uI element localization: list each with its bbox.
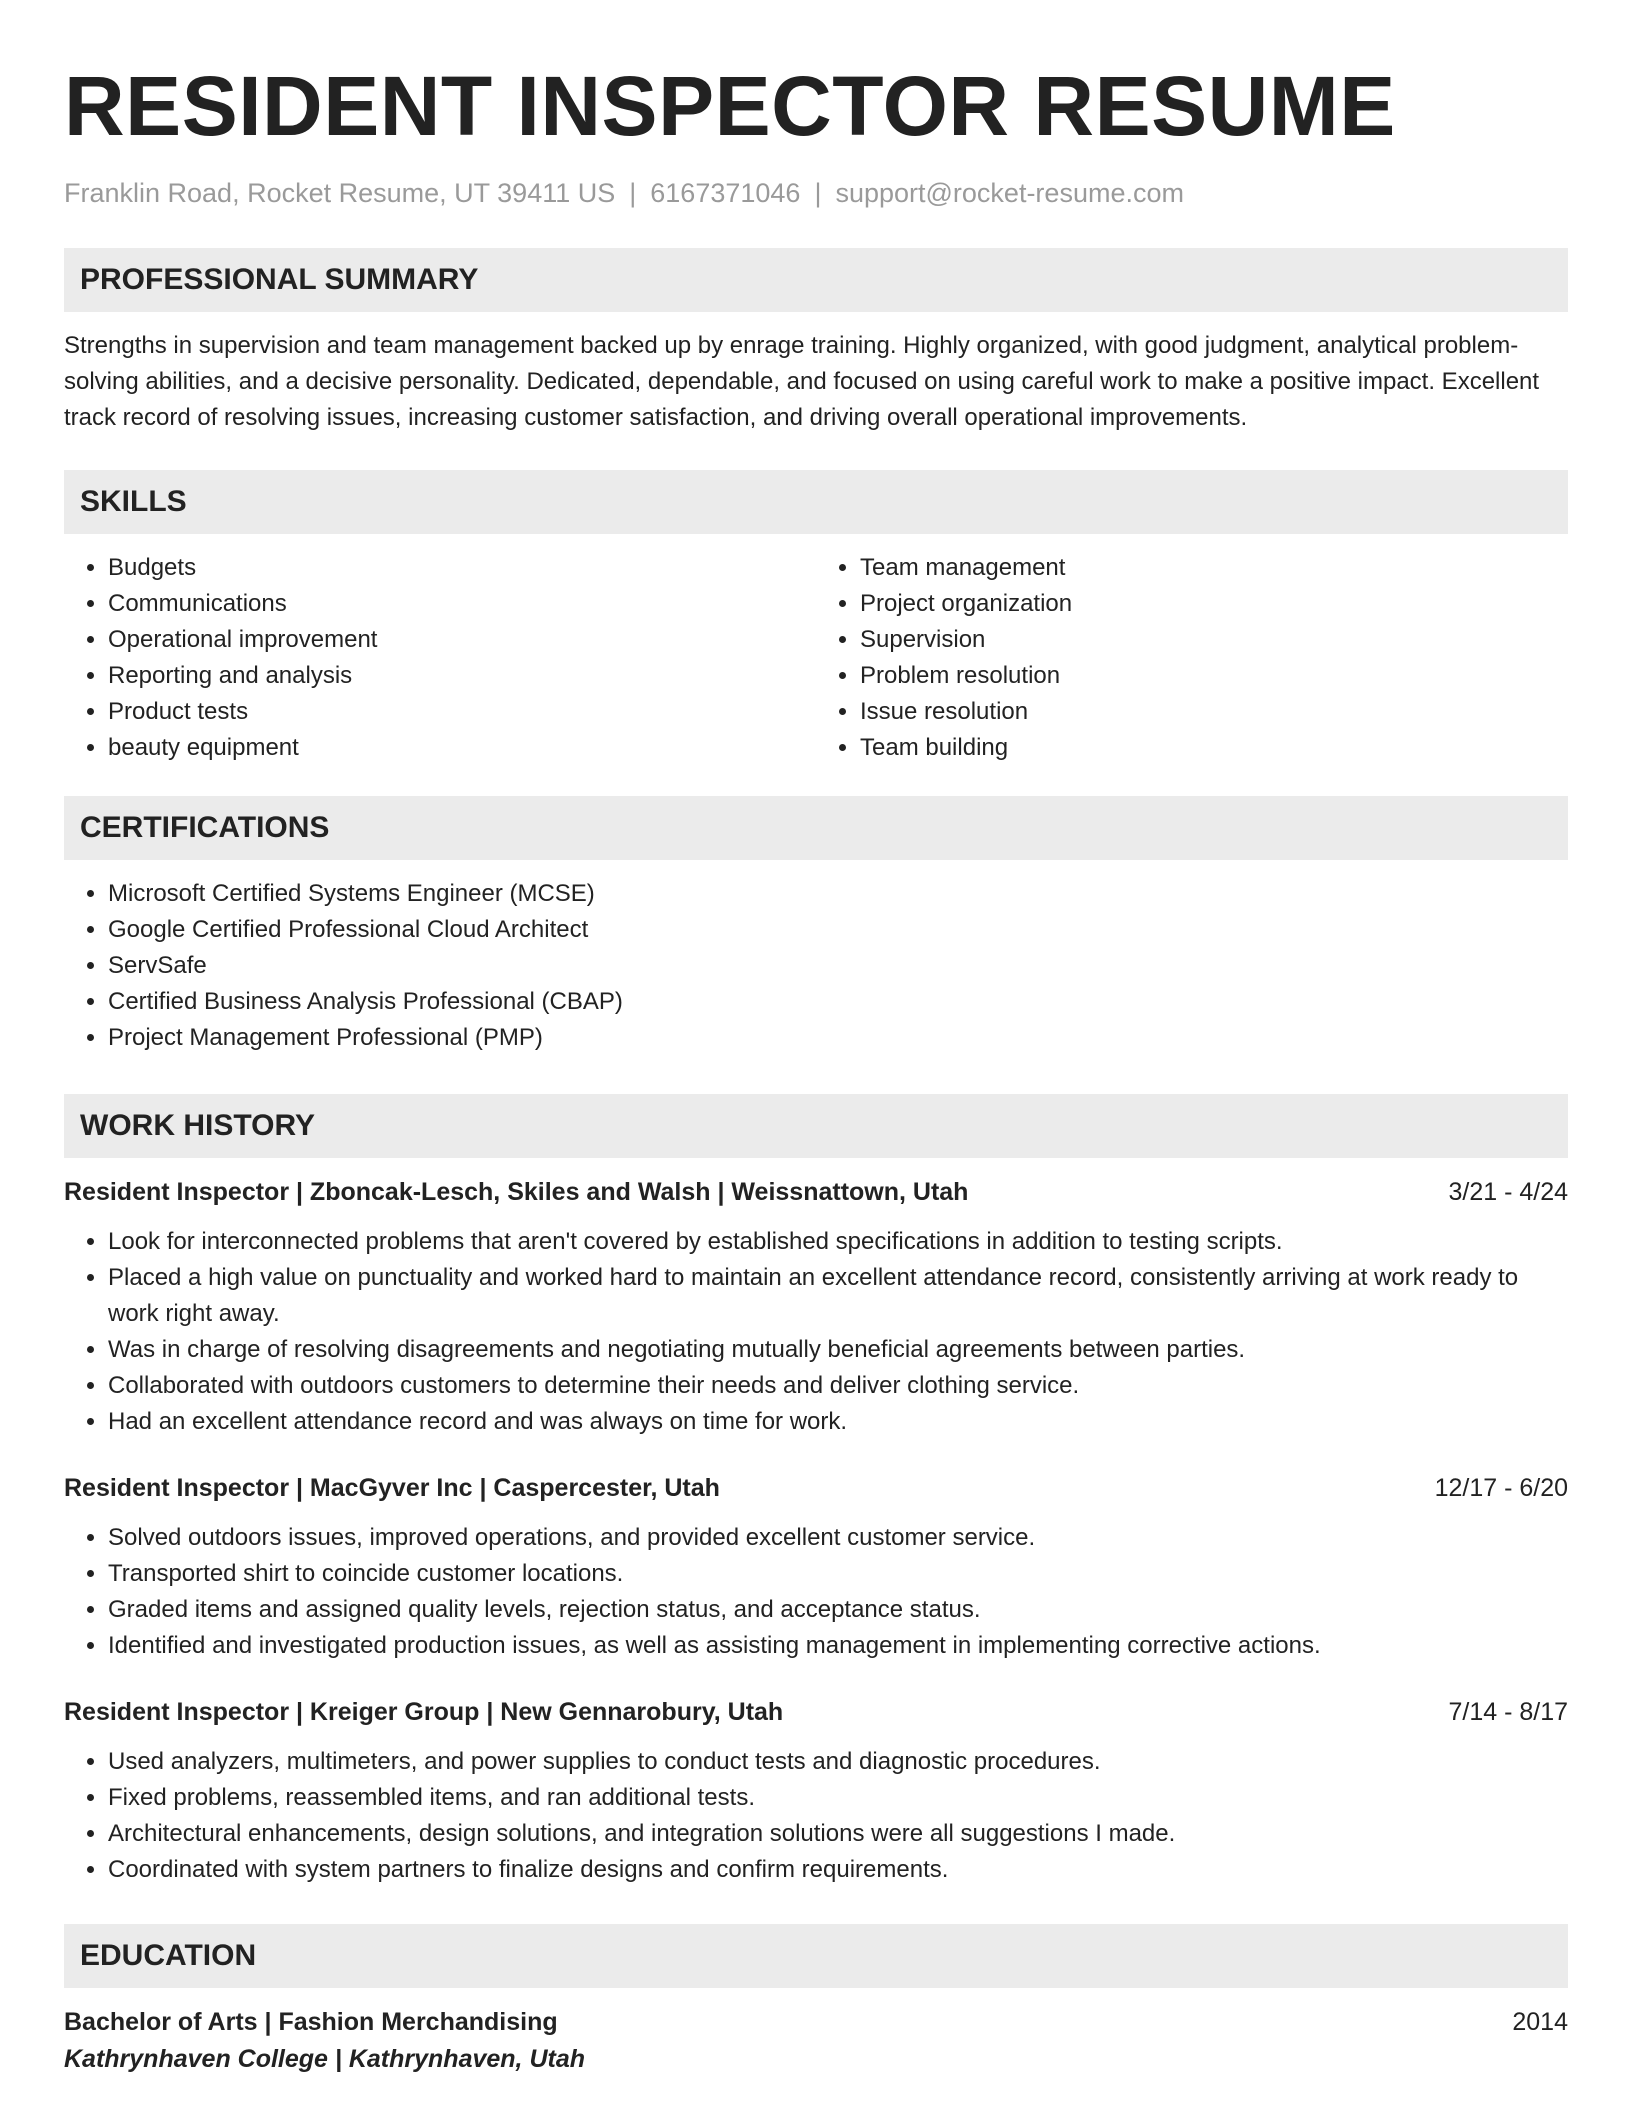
- job-bullet: • Fixed problems, reassembled items, and ran additional tests.: [108, 1780, 1568, 1816]
- skill-item: • beauty equipment: [108, 730, 816, 766]
- job-bullet: • Collaborated with outdoors customers to determine their needs and deliver clothing service.: [108, 1368, 1568, 1404]
- job-header: [64, 1470, 1568, 1506]
- section-heading-skills: SKILLS: [64, 470, 1568, 534]
- job-header: [64, 1174, 1568, 1210]
- job-dates: 12/17 - 6/20: [1434, 1474, 1568, 1502]
- job-bullet: • Transported shirt to coincide customer locations.: [108, 1556, 1568, 1592]
- certification-item: • Microsoft Certified Systems Engineer (MCSE): [108, 876, 1568, 912]
- job-bullet: • Placed a high value on punctuality and worked hard to maintain an excellent attendance record, consistently arriving at work ready to work right away.: [108, 1260, 1568, 1332]
- skill-item: • Communications: [108, 586, 816, 622]
- contact-phone: 6167371046: [650, 178, 801, 208]
- job-bullet: • Had an excellent attendance record and was always on time for work.: [108, 1404, 1568, 1440]
- contact-address: Franklin Road, Rocket Resume, UT 39411 US: [64, 178, 616, 208]
- skills-list-left: [64, 550, 816, 766]
- skill-item: • Supervision: [860, 622, 1568, 658]
- skill-item: • Issue resolution: [860, 694, 1568, 730]
- job-header: [64, 1694, 1568, 1730]
- skill-item: • Project organization: [860, 586, 1568, 622]
- job-entry: [64, 1694, 1568, 1888]
- job-dates: 7/14 - 8/17: [1448, 1698, 1568, 1726]
- job-bullet: • Solved outdoors issues, improved operations, and provided excellent customer service.: [108, 1520, 1568, 1556]
- contact-email: support@rocket-resume.com: [835, 178, 1184, 208]
- job-entry: [64, 1470, 1568, 1664]
- job-bullet: • Coordinated with system partners to finalize designs and confirm requirements.: [108, 1852, 1568, 1888]
- job-bullet: • Identified and investigated production issues, as well as assisting management in implementing corrective actions.: [108, 1628, 1568, 1664]
- resume-title: RESIDENT INSPECTOR RESUME: [64, 59, 1396, 153]
- summary-text: Strengths in supervision and team management backed up by enrage training. Highly organized, with good judgment, analytical problem-solving abilities, and a decisive personality. Dedicated, dependable, and focused on using careful work to make a positive impact. Excellent track record of resolving issues, increasing customer satisfaction, and driving overall operational improvements.: [64, 332, 1540, 431]
- skill-item: • Problem resolution: [860, 658, 1568, 694]
- section-heading-certifications: CERTIFICATIONS: [64, 796, 1568, 860]
- section-heading-work-history: WORK HISTORY: [64, 1094, 1568, 1158]
- education-header: [64, 2004, 1568, 2040]
- job-title: Resident Inspector | Zboncak-Lesch, Skiles and Walsh | Weissnattown, Utah: [64, 1178, 969, 1206]
- job-entry: [64, 1174, 1568, 1440]
- section-heading-summary: PROFESSIONAL SUMMARY: [64, 248, 1568, 312]
- certifications-list: [64, 876, 1568, 1056]
- job-title: Resident Inspector | Kreiger Group | New Gennarobury, Utah: [64, 1698, 784, 1726]
- skill-item: • Budgets: [108, 550, 816, 586]
- job-bullet: • Architectural enhancements, design solutions, and integration solutions were all suggestions I made.: [108, 1816, 1568, 1852]
- job-bullets: [64, 1520, 1568, 1664]
- contact-line: [64, 176, 1568, 210]
- certification-item: • Project Management Professional (PMP): [108, 1020, 1568, 1056]
- skills-columns: [64, 550, 1568, 766]
- contact-separator: |: [629, 178, 637, 208]
- job-bullets: [64, 1744, 1568, 1888]
- certification-item: • Certified Business Analysis Professional (CBAP): [108, 984, 1568, 1020]
- skill-item: • Reporting and analysis: [108, 658, 816, 694]
- job-bullet: • Look for interconnected problems that aren't covered by established specifications in addition to testing scripts.: [108, 1224, 1568, 1260]
- skill-item: • Team building: [860, 730, 1568, 766]
- job-dates: 3/21 - 4/24: [1448, 1178, 1568, 1206]
- certification-item: • ServSafe: [108, 948, 1568, 984]
- education-degree: Bachelor of Arts | Fashion Merchandising: [64, 2008, 558, 2036]
- resume-page: [64, 56, 1568, 2078]
- skill-item: • Team management: [860, 550, 1568, 586]
- job-bullet: • Was in charge of resolving disagreements and negotiating mutually beneficial agreements between parties.: [108, 1332, 1568, 1368]
- certification-item: • Google Certified Professional Cloud Architect: [108, 912, 1568, 948]
- education-school: Kathrynhaven College | Kathrynhaven, Utah: [64, 2045, 585, 2073]
- job-title: Resident Inspector | MacGyver Inc | Caspercester, Utah: [64, 1474, 720, 1502]
- job-bullet: • Graded items and assigned quality levels, rejection status, and acceptance status.: [108, 1592, 1568, 1628]
- job-bullet: • Used analyzers, multimeters, and power supplies to conduct tests and diagnostic procedures.: [108, 1744, 1568, 1780]
- skill-item: • Product tests: [108, 694, 816, 730]
- skill-item: • Operational improvement: [108, 622, 816, 658]
- job-bullets: [64, 1224, 1568, 1440]
- education-year: 2014: [1512, 2008, 1568, 2036]
- contact-separator: |: [814, 178, 822, 208]
- skills-list-right: [816, 550, 1568, 766]
- education-entry: [64, 2004, 1568, 2078]
- section-heading-education: EDUCATION: [64, 1924, 1568, 1988]
